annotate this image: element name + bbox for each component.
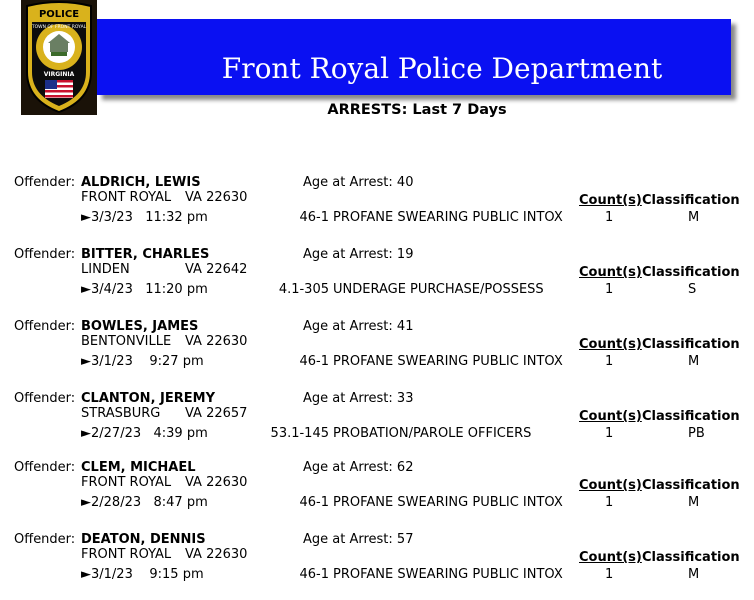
count-value: 1 (605, 567, 614, 582)
count-header: Count(s) (579, 550, 642, 565)
offender-name: ALDRICH, LEWIS (81, 175, 201, 190)
age-value: 57 (396, 532, 414, 547)
page-title: Front Royal Police Department (221, 52, 663, 85)
classification-value: M (688, 354, 700, 369)
age-at-arrest (303, 532, 413, 547)
offender-label: Offender: (14, 460, 76, 475)
count-value: 1 (605, 426, 614, 441)
charge-code: 46-1 (299, 354, 329, 369)
classification-header: Classification (642, 337, 740, 352)
classification-header: Classification (642, 409, 740, 424)
age-label: Age at Arrest: (303, 175, 397, 190)
offender-city: FRONT ROYAL (81, 547, 172, 562)
offender-name: DEATON, DENNIS (81, 532, 206, 547)
age-label: Age at Arrest: (303, 532, 397, 547)
arrest-date-time: ►3/4/23 11:20 pm (81, 282, 208, 297)
arrest-record (0, 319, 754, 379)
age-at-arrest (303, 460, 413, 475)
charge-description: UNDERAGE PURCHASE/POSSESS (333, 282, 544, 297)
svg-text:POLICE: POLICE (38, 9, 80, 20)
charge-description: PROFANE SWEARING PUBLIC INTOX (333, 210, 563, 225)
count-header: Count(s) (579, 193, 642, 208)
classification-value: M (688, 495, 700, 510)
offender-label: Offender: (14, 319, 76, 334)
classification-value: PB (688, 426, 705, 441)
charge-description: PROBATION/PAROLE OFFICERS (333, 426, 532, 441)
arrest-record (0, 175, 754, 235)
title-banner (97, 19, 731, 95)
classification-value: M (688, 210, 700, 225)
classification-header: Classification (642, 478, 740, 493)
age-value: 19 (396, 247, 414, 262)
charge-description: PROFANE SWEARING PUBLIC INTOX (333, 354, 563, 369)
arrest-date-time: ►3/1/23 9:15 pm (81, 567, 204, 582)
svg-text:VIRGINIA: VIRGINIA (43, 71, 75, 78)
count-header: Count(s) (579, 478, 642, 493)
charge-description: PROFANE SWEARING PUBLIC INTOX (333, 495, 563, 510)
offender-state-zip: VA 22630 (185, 475, 248, 490)
offender-name: CLANTON, JEREMY (81, 391, 215, 406)
offender-city: FRONT ROYAL (81, 475, 172, 490)
svg-text:TOWN OF FRONT ROYAL: TOWN OF FRONT ROYAL (31, 25, 87, 30)
age-value: 62 (396, 460, 414, 475)
charge-description: PROFANE SWEARING PUBLIC INTOX (333, 567, 563, 582)
count-value: 1 (605, 354, 614, 369)
arrest-record (0, 460, 754, 520)
arrest-record (0, 247, 754, 307)
arrest-date-time: ►3/3/23 11:32 pm (81, 210, 208, 225)
arrest-record (0, 391, 754, 451)
offender-state-zip: VA 22630 (185, 190, 248, 205)
age-at-arrest (303, 319, 413, 334)
offender-label: Offender: (14, 175, 76, 190)
age-value: 33 (396, 391, 414, 406)
charge-code: 46-1 (299, 210, 329, 225)
arrest-date-time: ►2/27/23 4:39 pm (81, 426, 208, 441)
offender-city: FRONT ROYAL (81, 190, 172, 205)
age-label: Age at Arrest: (303, 247, 397, 262)
count-value: 1 (605, 495, 614, 510)
classification-value: S (688, 282, 697, 297)
age-at-arrest (303, 247, 413, 262)
age-at-arrest (303, 391, 413, 406)
offender-state-zip: VA 22630 (185, 547, 248, 562)
age-label: Age at Arrest: (303, 460, 397, 475)
offender-name: BITTER, CHARLES (81, 247, 210, 262)
count-header: Count(s) (579, 265, 642, 280)
classification-value: M (688, 567, 700, 582)
offender-city: STRASBURG (81, 406, 161, 421)
offender-state-zip: VA 22657 (185, 406, 248, 421)
charge-code: 46-1 (299, 567, 329, 582)
arrest-date-time: ►3/1/23 9:27 pm (81, 354, 204, 369)
count-value: 1 (605, 282, 614, 297)
offender-label: Offender: (14, 247, 76, 262)
offender-name: CLEM, MICHAEL (81, 460, 196, 475)
charge-code: 53.1-145 (270, 426, 329, 441)
charge-code: 46-1 (299, 495, 329, 510)
offender-city: BENTONVILLE (81, 334, 172, 349)
police-badge-logo (21, 0, 97, 115)
classification-header: Classification (642, 265, 740, 280)
age-value: 40 (396, 175, 414, 190)
arrest-date-time: ►2/28/23 8:47 pm (81, 495, 208, 510)
age-label: Age at Arrest: (303, 391, 397, 406)
offender-name: BOWLES, JAMES (81, 319, 199, 334)
arrest-record (0, 532, 754, 592)
report-subtitle: ARRESTS: Last 7 Days (327, 102, 507, 118)
charge-code: 4.1-305 (278, 282, 329, 297)
offender-label: Offender: (14, 391, 76, 406)
offender-state-zip: VA 22642 (185, 262, 248, 277)
offender-city: LINDEN (81, 262, 130, 277)
classification-header: Classification (642, 193, 740, 208)
offender-state-zip: VA 22630 (185, 334, 248, 349)
age-value: 41 (396, 319, 414, 334)
count-value: 1 (605, 210, 614, 225)
classification-header: Classification (642, 550, 740, 565)
count-header: Count(s) (579, 409, 642, 424)
offender-label: Offender: (14, 532, 76, 547)
age-label: Age at Arrest: (303, 319, 397, 334)
age-at-arrest (303, 175, 413, 190)
count-header: Count(s) (579, 337, 642, 352)
